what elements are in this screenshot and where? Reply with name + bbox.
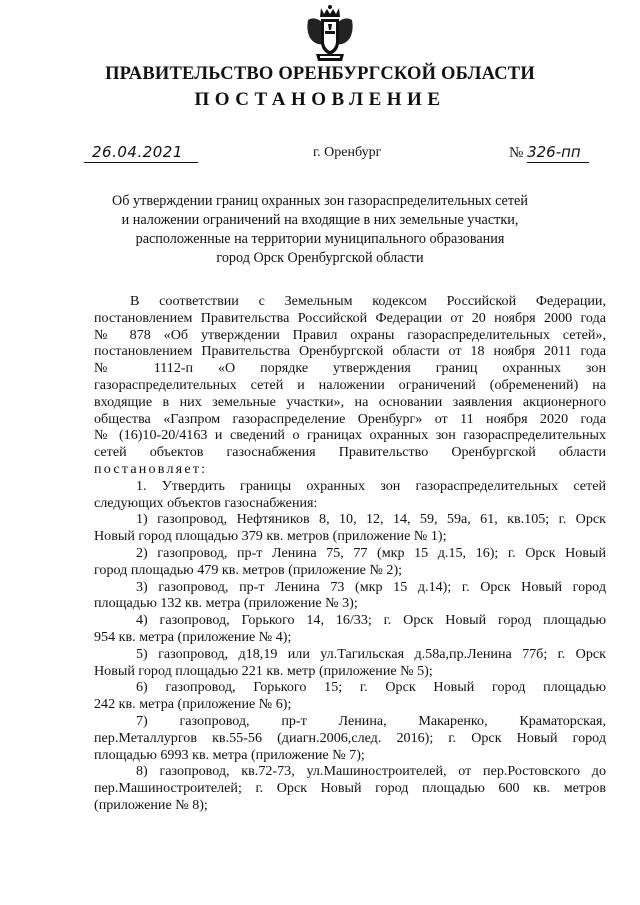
subitem-line: 954 кв. метра (приложение № 4); (94, 628, 292, 645)
subitem-line: Новый город площадью 221 кв. метр (приложение № 5); (94, 662, 433, 679)
subitem-line: Новый город площадью 379 кв. метров (приложение № 1); (94, 528, 447, 545)
resolves-word: постановляет: (94, 460, 208, 477)
preamble-line: В соответствии с Земельным кодексом Российской Федерации, (130, 293, 606, 309)
item-line: следующих объектов газоснабжения: (94, 494, 318, 511)
subject-line: расположенные на территории муниципального образования (135, 231, 505, 247)
subitem-line: пер.Машиностроителей; г. Орск Новый город площадью 600 кв. метров (94, 780, 606, 797)
document-date: 26.04.2021 (92, 143, 183, 161)
subitem-line: город площадью 479 кв. метров (приложение № 2); (94, 561, 403, 578)
subitem-line: площадью 132 кв. метра (приложение № 3); (94, 595, 358, 612)
preamble-line: постановлением Правительства Оренбургской области от 18 ноября 2011 года (94, 343, 606, 360)
preamble-line: сетей объектов газоснабжения Правительство Оренбургской области (94, 444, 606, 461)
subitem-line: 1) газопровод, Нефтяников 8, 10, 12, 14, 59, 59а, 61, кв.105; г. Орск (136, 511, 606, 528)
subitem-line: 6) газопровод, Горького 15; г. Орск Новый город площадью (136, 679, 606, 696)
preamble-line: № 878 «Об утверждении Правил охраны газораспределительных сетей», (94, 326, 606, 343)
document-city: г. Оренбург (313, 145, 382, 160)
preamble-line: постановлением Правительства Российской Федерации от 20 ноября 2000 года (94, 309, 606, 326)
preamble-line: № (16)10-20/4163 и сведений о границах охранных зон газораспределительных (94, 427, 606, 444)
coat-of-arms-icon (304, 4, 356, 64)
number-underline (527, 162, 589, 163)
subitem-line: 7) газопровод, пр-т Ленина, Макаренко, Краматорская, (136, 712, 606, 729)
date-underline (84, 162, 198, 163)
preamble-line: общества «Газпром газораспределение Оренбург» от 11 ноября 2020 года (94, 410, 606, 427)
preamble-line: газораспределительных сетей и наложении ограничений (обременений) на (94, 376, 606, 393)
subject-line: Об утверждении границ охранных зон газораспределительных сетей (112, 193, 528, 209)
subject-line: и наложении ограничений на входящие в них земельные участки, (121, 212, 519, 228)
preamble-line: № 1112-п «О порядке утверждения границ охранных зон (94, 360, 606, 377)
government-title: ПРАВИТЕЛЬСТВО ОРЕНБУРГСКОЙ ОБЛАСТИ (105, 64, 535, 84)
document-number (509, 143, 581, 162)
subitem-line: 5) газопровод, д18,19 или ул.Тагильская д.58а,пр.Ленина 77б; г. Орск (136, 645, 606, 662)
number-value: 326-пп (527, 143, 581, 161)
subitem-line: 3) газопровод, пр-т Ленина 73 (мкр 15 д.14); г. Орск Новый город (136, 578, 606, 595)
subitem-line: 4) газопровод, Горького 14, 16/33; г. Орск Новый город площадью (136, 612, 606, 629)
subitem-line: площадью 6993 кв. метра (приложение № 7); (94, 746, 365, 763)
subitem-line: 2) газопровод, пр-т Ленина 75, 77 (мкр 15 д.15, 16); г. Орск Новый (136, 544, 606, 561)
number-prefix: № (509, 145, 524, 161)
subitem-line: 242 кв. метра (приложение № 6); (94, 696, 292, 713)
preamble-line: входящие в них земельные участки», на основании заявления акционерного (94, 393, 606, 410)
subject-line: город Орск Оренбургской области (216, 250, 424, 266)
document-type: ПОСТАНОВЛЕНИЕ (194, 89, 446, 110)
item-line: 1. Утвердить границы охранных зон газораспределительных сетей (136, 477, 606, 494)
subitem-line: пер.Металлургов кв.55-56 (диагн.2006,след. 2016); г. Орск Новый город (94, 729, 606, 746)
subitem-line: (приложение № 8); (94, 796, 208, 813)
document-body (94, 293, 606, 814)
subitem-line: 8) газопровод, кв.72-73, ул.Машиностроителей, от пер.Ростовского до (136, 763, 606, 780)
document-subject (80, 192, 560, 268)
